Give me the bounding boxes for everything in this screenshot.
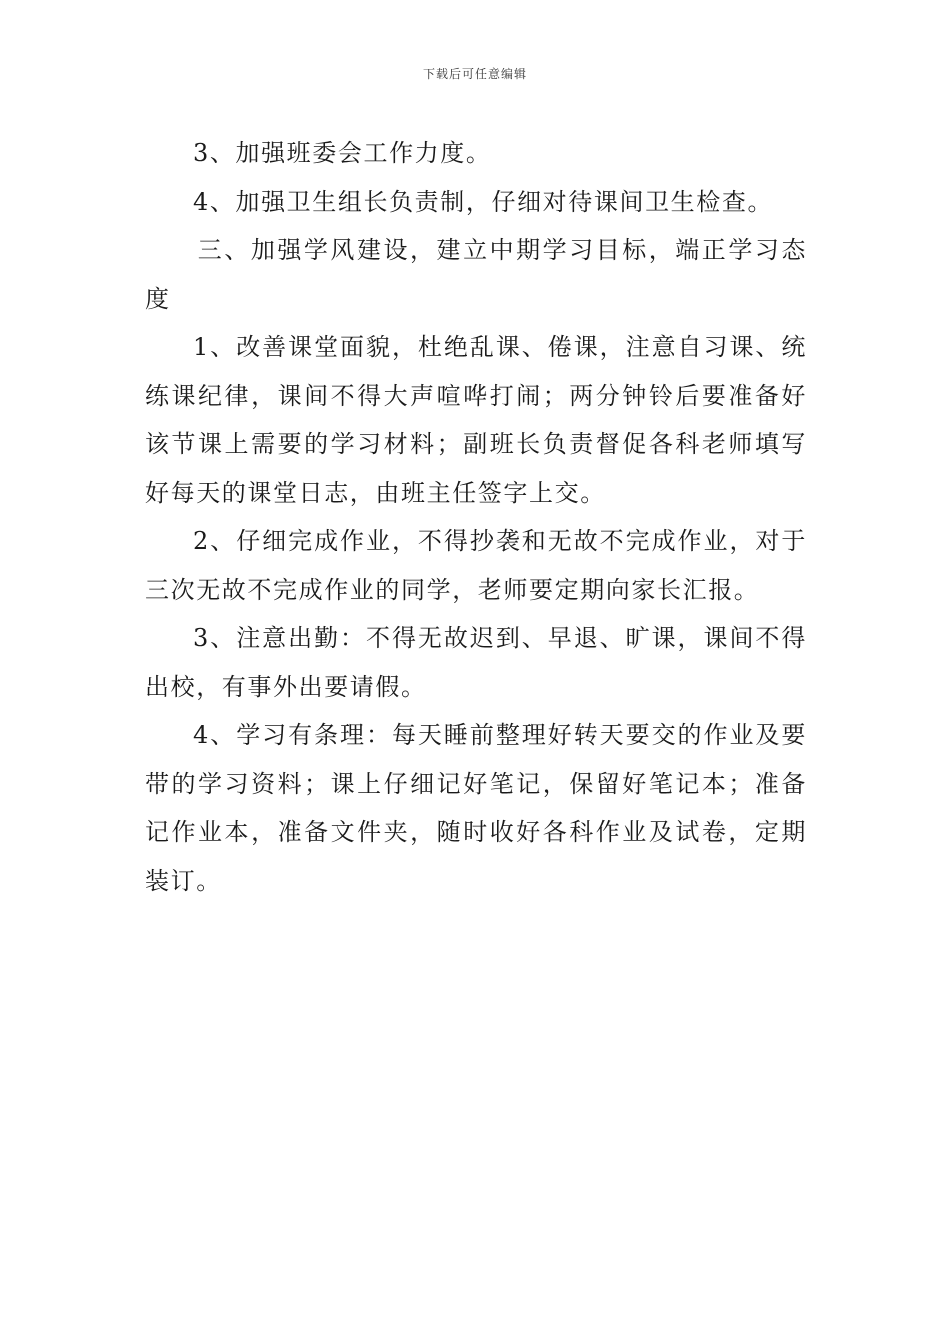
paragraph-item-4: 4、加强卫生组长负责制，仔细对待课间卫生检查。 xyxy=(193,187,774,216)
page-header: 下载后可任意编辑 xyxy=(422,67,527,81)
section-heading-three: 三、加强学风建设，建立中期学习目标，端正学习态度 xyxy=(145,236,807,313)
paragraph-homework: 2、仔细完成作业，不得抄袭和无故不完成作业，对于三次无故不完成作业的同学，老师要定期向家长汇报。 xyxy=(145,527,807,604)
paragraph-classroom: 1、改善课堂面貌，杜绝乱课、倦课，注意自习课、统练课纪律，课间不得大声喧哗打闹；两分钟铃后要准备好该节课上需要的学习材料；副班长负责督促各科老师填写好每天的课堂日志，由班主任签字上交。 xyxy=(145,333,807,507)
paragraph-item-3: 3、加强班委会工作力度。 xyxy=(193,139,492,167)
document-body xyxy=(145,129,807,905)
paragraph-attendance: 3、注意出勤：不得无故迟到、早退、旷课，课间不得出校，有事外出要请假。 xyxy=(145,624,807,701)
paragraph-organization: 4、学习有条理：每天睡前整理好转天要交的作业及要带的学习资料；课上仔细记好笔记，保留好笔记本；准备记作业本，准备文件夹，随时收好各科作业及试卷，定期装订。 xyxy=(145,721,807,895)
